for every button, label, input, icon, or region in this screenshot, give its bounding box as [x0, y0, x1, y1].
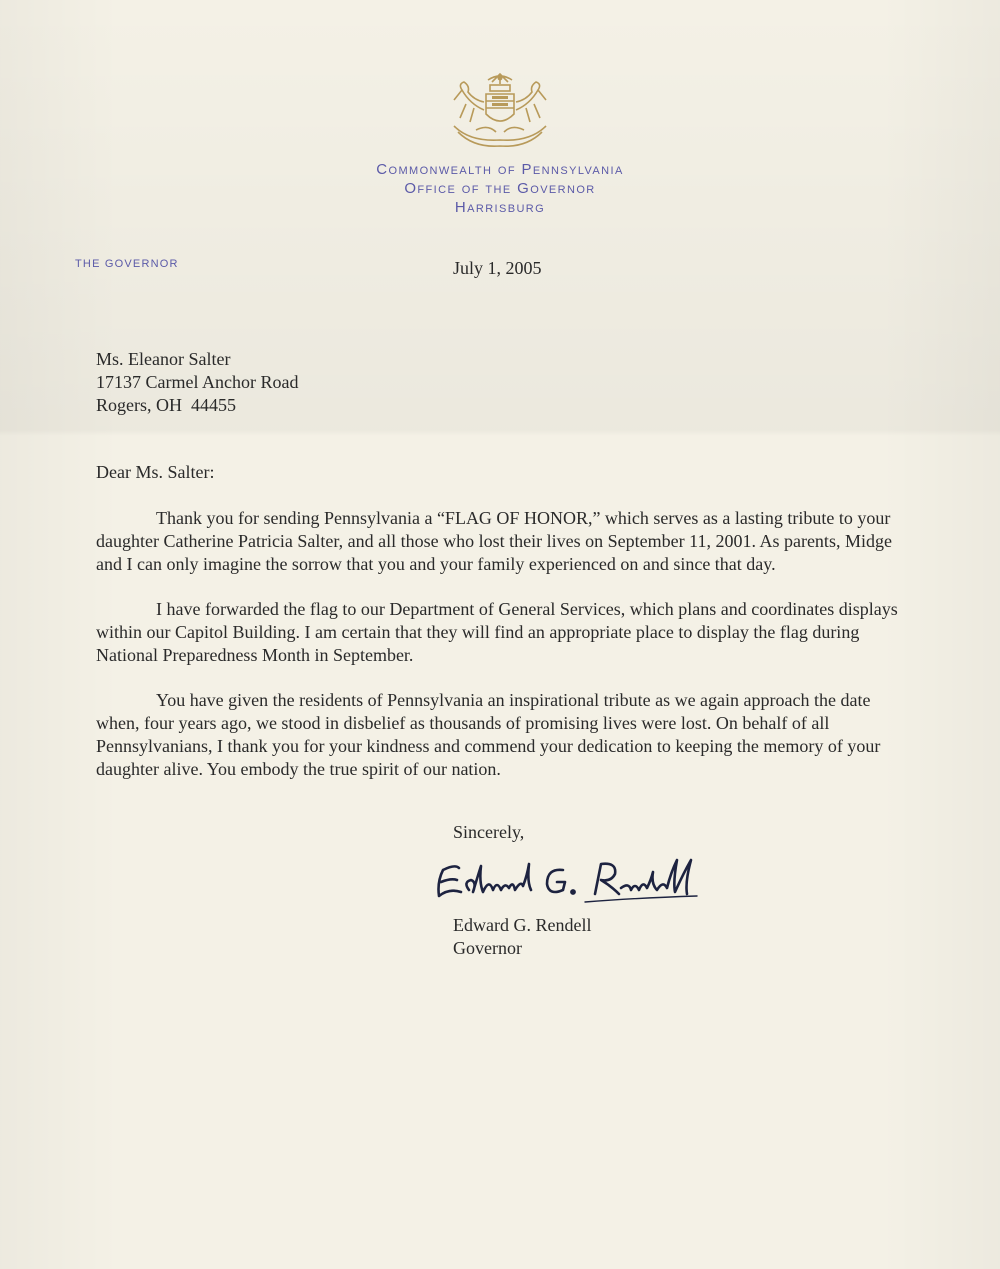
recipient-name: Ms. Eleanor Salter: [96, 349, 231, 369]
letter-body: [96, 507, 916, 803]
body-paragraph-1: Thank you for sending Pennsylvania a “FLAG OF HONOR,” which serves as a lasting tribute to your daughter Catherine Patricia Salter, and all those who lost their lives on September 11, 2001. As parents, Midge and I can only imagine the sorrow that you and your family experienced on and since that day.: [96, 508, 892, 574]
signer-name: Edward G. Rendell: [453, 915, 592, 935]
closing: Sincerely,: [453, 822, 525, 842]
letter-date: July 1, 2005: [453, 258, 542, 278]
letterhead-city: Harrisburg: [454, 199, 546, 216]
recipient-city: Rogers, OH 44455: [96, 395, 236, 415]
signer-title: Governor: [453, 938, 522, 958]
coat-of-arms-seal-icon: [440, 70, 560, 152]
signer-block: [453, 914, 591, 960]
letterhead-commonwealth: Commonwealth of Pennsylvania: [376, 161, 624, 178]
sender-label: THE GOVERNOR: [75, 258, 179, 270]
letterhead: [300, 160, 700, 217]
recipient-address: [96, 348, 298, 417]
body-paragraph-3: You have given the residents of Pennsylvania an inspirational tribute as we again approach the date when, four years ago, we stood in disbelief as thousands of promising lives were lost. On behalf of all Pennsylvanians, I thank you for your kindness and commend your dedication to keeping the memory of your daughter alive. You embody the true spirit of our nation.: [96, 690, 881, 779]
body-paragraph-2: I have forwarded the flag to our Department of General Services, which plans and coordinates displays within our Capitol Building. I am certain that they will find an appropriate place to display the flag during National Preparedness Month in September.: [96, 599, 898, 665]
handwritten-signature-icon: [435, 852, 705, 910]
letterhead-office: Office of the Governor: [404, 180, 596, 197]
salutation: Dear Ms. Salter:: [96, 462, 215, 482]
recipient-street: 17137 Carmel Anchor Road: [96, 372, 299, 392]
